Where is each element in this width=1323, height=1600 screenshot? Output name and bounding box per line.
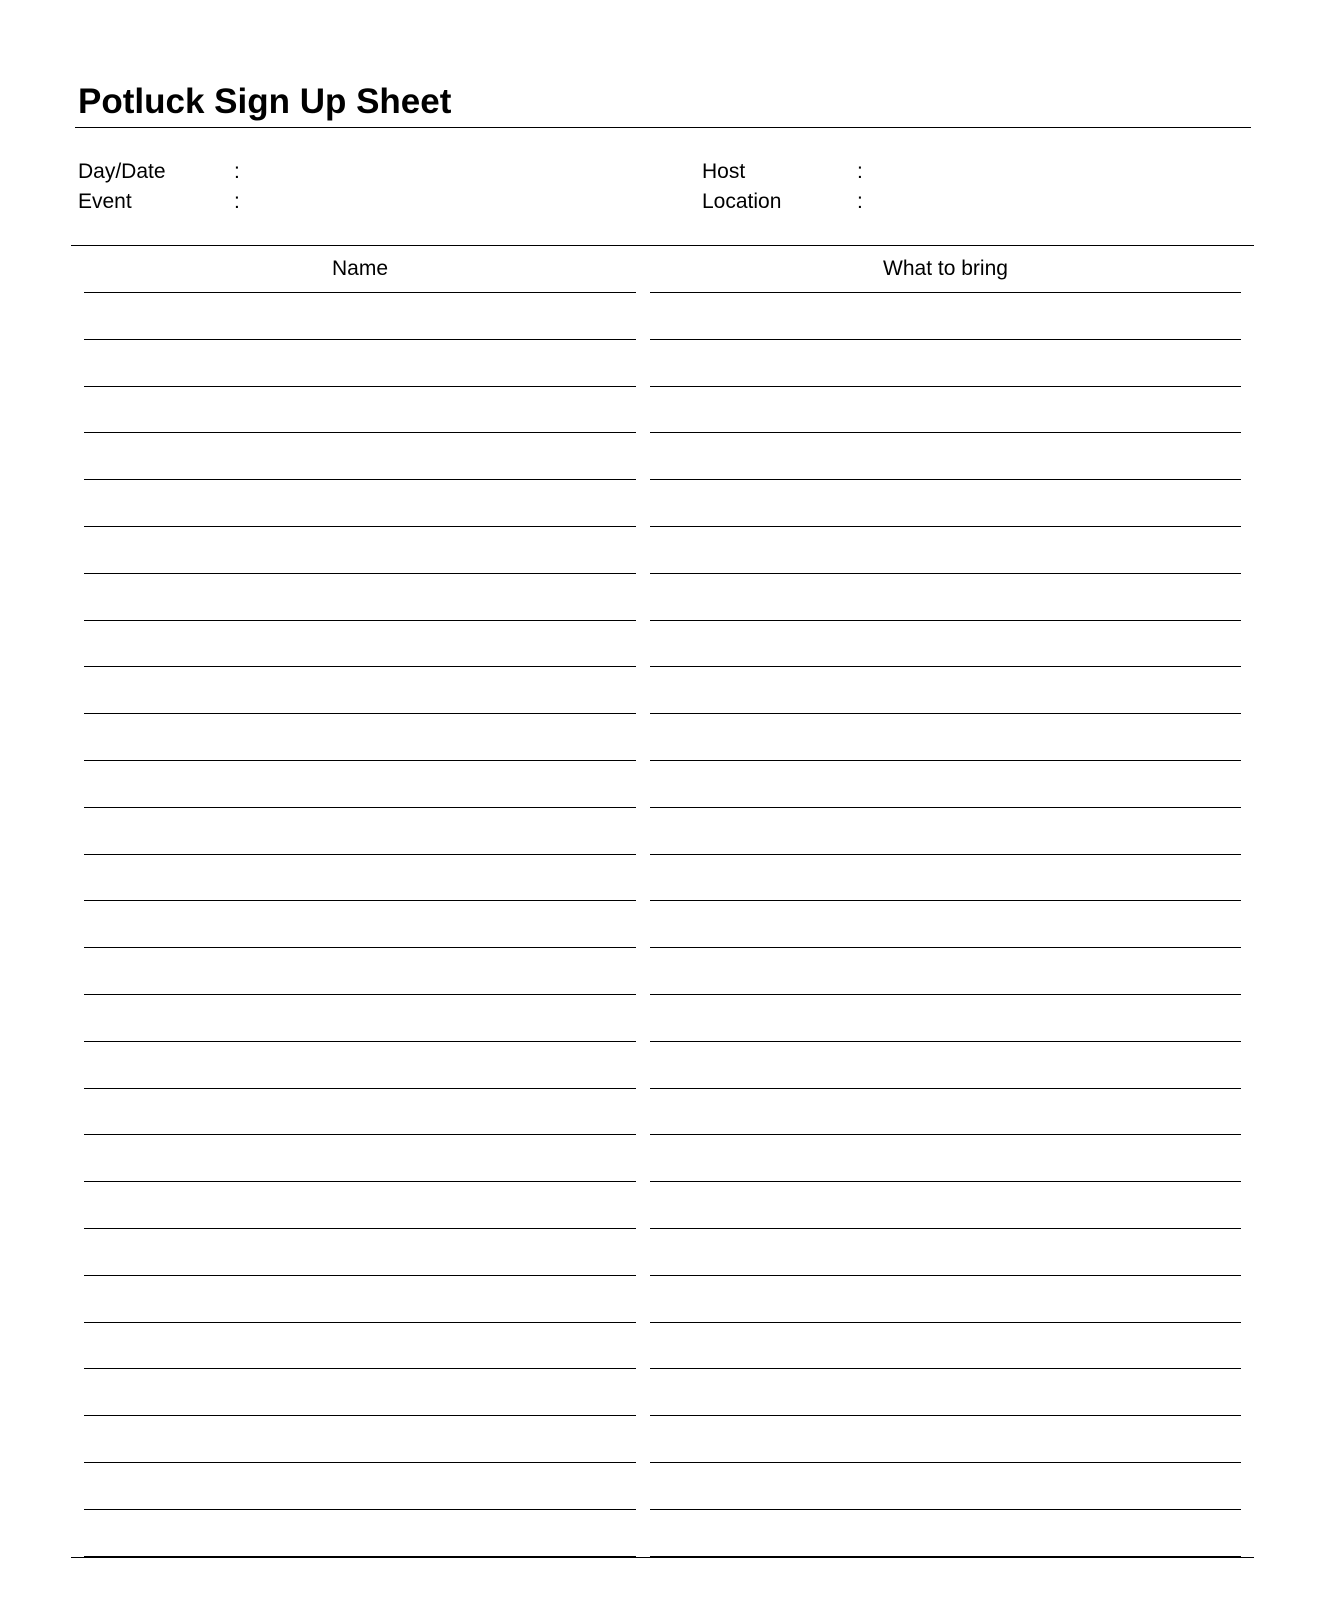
- blank-line-what-to-bring: [650, 526, 1241, 527]
- blank-line-name: [84, 1228, 636, 1229]
- blank-line-name: [84, 854, 636, 855]
- blank-line-name: [84, 1509, 636, 1510]
- blank-line-name: [84, 666, 636, 667]
- blank-line-name: [84, 432, 636, 433]
- blank-line-what-to-bring: [650, 854, 1241, 855]
- blank-line-what-to-bring: [650, 713, 1241, 714]
- blank-line-name: [84, 1134, 636, 1135]
- blank-line-name: [84, 713, 636, 714]
- blank-line-what-to-bring: [650, 760, 1241, 761]
- blank-line-what-to-bring: [650, 339, 1241, 340]
- column-header-name: Name: [331, 257, 389, 280]
- blank-line-name: [84, 1462, 636, 1463]
- event-colon: :: [234, 190, 240, 213]
- blank-line-what-to-bring: [650, 1415, 1241, 1416]
- location-label: Location: [702, 190, 782, 213]
- blank-line-what-to-bring: [650, 620, 1241, 621]
- blank-line-what-to-bring: [650, 479, 1241, 480]
- host-label: Host: [702, 160, 746, 183]
- blank-line-what-to-bring: [650, 900, 1241, 901]
- blank-line-name: [84, 386, 636, 387]
- blank-line-what-to-bring: [650, 666, 1241, 667]
- column-header-what-to-bring: What to bring: [883, 257, 1008, 280]
- blank-line-name: [84, 620, 636, 621]
- blank-line-name: [84, 1088, 636, 1089]
- blank-line-name: [84, 479, 636, 480]
- blank-line-what-to-bring: [650, 1181, 1241, 1182]
- blank-line-name: [84, 947, 636, 948]
- blank-line-what-to-bring: [650, 432, 1241, 433]
- blank-line-what-to-bring: [650, 573, 1241, 574]
- blank-line-name: [84, 900, 636, 901]
- blank-line-name: [84, 1041, 636, 1042]
- title-divider: [75, 127, 1251, 128]
- column-header-underline-name: [84, 292, 636, 293]
- blank-line-what-to-bring: [650, 807, 1241, 808]
- blank-line-name: [84, 573, 636, 574]
- table-top-divider: [71, 245, 1254, 246]
- column-header-underline-what-to-bring: [650, 292, 1241, 293]
- blank-line-name: [84, 994, 636, 995]
- blank-line-name: [84, 1415, 636, 1416]
- blank-line-name: [84, 760, 636, 761]
- blank-line-name: [84, 1368, 636, 1369]
- event-label: Event: [78, 190, 132, 213]
- blank-line-name: [84, 339, 636, 340]
- blank-line-what-to-bring: [650, 947, 1241, 948]
- blank-line-what-to-bring: [650, 1275, 1241, 1276]
- blank-line-what-to-bring: [650, 1088, 1241, 1089]
- blank-line-what-to-bring: [650, 1462, 1241, 1463]
- blank-line-what-to-bring: [650, 1322, 1241, 1323]
- host-colon: :: [857, 160, 863, 183]
- day-date-label: Day/Date: [78, 160, 166, 183]
- location-colon: :: [857, 190, 863, 213]
- table-bottom-divider: [71, 1557, 1254, 1558]
- blank-line-name: [84, 1322, 636, 1323]
- blank-line-what-to-bring: [650, 994, 1241, 995]
- blank-line-what-to-bring: [650, 386, 1241, 387]
- blank-line-name: [84, 1181, 636, 1182]
- blank-line-name: [84, 526, 636, 527]
- blank-line-what-to-bring: [650, 1509, 1241, 1510]
- blank-line-name: [84, 807, 636, 808]
- day-date-colon: :: [234, 160, 240, 183]
- blank-line-what-to-bring: [650, 1134, 1241, 1135]
- blank-line-what-to-bring: [650, 1368, 1241, 1369]
- page-title: Potluck Sign Up Sheet: [78, 82, 452, 121]
- blank-line-what-to-bring: [650, 1228, 1241, 1229]
- blank-line-what-to-bring: [650, 1041, 1241, 1042]
- blank-line-name: [84, 1275, 636, 1276]
